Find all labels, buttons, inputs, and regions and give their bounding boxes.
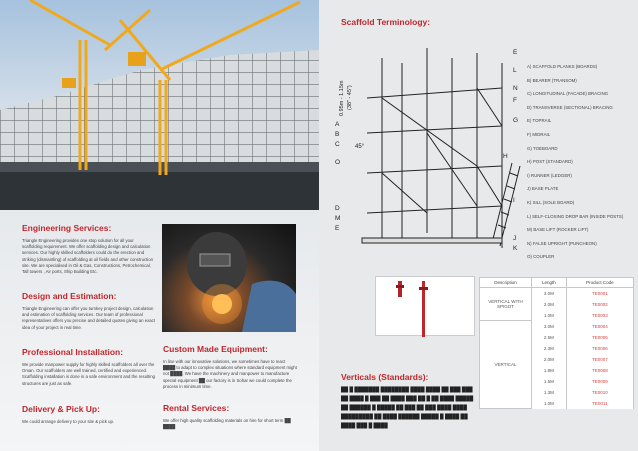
delivery-text: We could arrange delivery to your site & pick up. (22, 419, 115, 424)
verticals-product-table (479, 277, 634, 409)
label-J: J (513, 235, 517, 242)
legend-item: D) TRANSVERSE (SECTIONAL) BRACING (527, 104, 613, 110)
table-header-code: Product Code (566, 278, 633, 288)
vertical-standard-image (375, 276, 475, 336)
label-M: M (335, 215, 341, 222)
custom-title: Custom Made Equipment: (163, 344, 268, 354)
angle-label: 45° (355, 144, 365, 150)
table-row (480, 321, 634, 332)
table-cell-length: 3.0M (532, 321, 567, 332)
label-L: L (513, 67, 517, 74)
table-cell-code: TE0003 (566, 310, 633, 321)
table-cell-length: 1.8M (532, 365, 567, 376)
table-cell-code: TE0006 (566, 343, 633, 354)
crane-building-illustration (0, 0, 319, 210)
legend-item: I) RUNNER (LEDGER) (527, 172, 572, 178)
legend-item: B) BEARER (TRANSOM) (527, 77, 577, 83)
table-cell-length: 1.0M (532, 310, 567, 321)
dimension-label-inches: (38" - 45") (347, 85, 353, 110)
table-cell-code: TE0007 (566, 354, 633, 365)
legend-item: N) FALSE UPRIGHT (PUNCHEON) (527, 240, 597, 246)
legend-item: L) SELF-CLOSING DROP BAR (INSIDE POSTS) (527, 213, 624, 219)
welder-photo (162, 224, 296, 332)
label-F: F (513, 97, 517, 104)
table-row (480, 288, 634, 299)
installation-title: Professional Installation: (22, 347, 124, 357)
verticals-text: ██ █ ███████ ████████ ████ ████ ██ ███ ███ ██ ████ █ ███ ██ ████ ███ ██ █ ██ ████ █████ ██ ██████ █ █████ ██ ███ ██ ███ ████ ████ █████████ ██ ████ ██████ █████ █ ████ ██ ████ ███ █ ████ (341, 387, 474, 429)
label-H: H (503, 153, 508, 160)
table-cell-code: TE0005 (566, 332, 633, 343)
rental-text: We offer high quality scaffolding materials on hire for short term ██ ████ (163, 418, 291, 430)
table-cell-code: TE0002 (566, 299, 633, 310)
label-D: D (335, 205, 340, 212)
table-cell-length: 2.0M (532, 354, 567, 365)
table-cell-description: VERTICAL WITH SPIGOT (480, 288, 532, 321)
table-cell-description: VERTICAL (480, 321, 532, 409)
verticals-title: Verticals (Standards): (341, 372, 429, 382)
label-A: A (335, 121, 340, 128)
table-cell-length: 2.0M (532, 299, 567, 310)
delivery-title: Delivery & Pick Up: (22, 404, 100, 414)
label-N: N (513, 85, 518, 92)
engineering-title: Engineering Services: (22, 223, 112, 233)
legend-item: O) COUPLER (527, 254, 555, 260)
table-cell-code: TE0010 (566, 387, 633, 398)
table-cell-code: TE0001 (566, 288, 633, 299)
table-cell-length: 2.3M (532, 343, 567, 354)
legend-item: J) BASE PLATE (527, 186, 559, 192)
legend-item: F) MIDRAIL (527, 131, 551, 137)
table-cell-length: 1.5M (532, 376, 567, 387)
rental-title: Rental Services: (163, 403, 230, 413)
engineering-text: Triangle Engineering provides one stop solution for all your scaffolding requirement. We offer scaffolding design and calculation services. Our highly skilled scaffolders could do the erection and striking (dismantling) of scaffolding at oil fields and other construction site. We are specialised in Oil & Gas, Constructions, Petrochemical, Tall towers , Air ports, Ship Building Etc. (22, 238, 154, 275)
table-cell-code: TE0009 (566, 376, 633, 387)
scaffold-diagram (327, 38, 527, 260)
table-header-description: Description (480, 278, 532, 288)
right-page (319, 0, 638, 451)
legend-item: M) BASE LIFT (ROCKER LIFT) (527, 227, 589, 233)
design-text: Triangle Engineering can offer you turnkey project design, calculation and estimation of scaffolding services. Our team of professional representatives offers you precise and detailed quotes giving an exact idea of your project in real time. (22, 306, 155, 330)
table-cell-length: 1.3M (532, 387, 567, 398)
label-K: K (513, 245, 518, 252)
legend-item: A) SCAFFOLD PLANKS (BOARDS) (527, 64, 598, 69)
label-O: O (335, 159, 341, 166)
label-E-bottom: E (335, 225, 340, 232)
table-cell-length: 3.0M (532, 288, 567, 299)
table-cell-code: TE0011 (566, 398, 633, 409)
legend-item: G) TOEBOARD (527, 145, 558, 151)
table-header-length: Length (532, 278, 567, 288)
scaffold-terminology-title: Scaffold Terminology: (341, 17, 431, 27)
label-C: C (335, 141, 340, 148)
legend-item: E) TOPRAIL (527, 118, 552, 124)
legend-item: C) LONGITUDINAL (FACADE) BRACING (527, 91, 609, 97)
terminology-legend (527, 60, 637, 264)
design-title: Design and Estimation: (22, 291, 117, 301)
table-cell-code: TE0008 (566, 365, 633, 376)
table-cell-length: 1.0M (532, 398, 567, 409)
dimension-label: 0.95m - 1.15m (339, 80, 345, 116)
label-I: I (513, 197, 515, 204)
label-B: B (335, 131, 340, 138)
construction-crane-photo (0, 0, 319, 210)
legend-item: K) SILL (SOLE BOARD) (527, 199, 575, 205)
installation-text: We provide manpower supply for highly skilled scaffolders all over the Oman. Our scaffolders are well trained, certified and experienced. Scaffolding installation is done in a safe environment and the resulting structures are just as safe. (22, 362, 155, 386)
table-cell-length: 2.5M (532, 332, 567, 343)
label-E-top: E (513, 49, 518, 56)
custom-text: In line with our innovative solutions, we sometimes have to react ████ to adapt to complex situations where standard equipment might not ████. We have the machinery and manpower to manufacture special equipment ██ our factory is in Sohar we could complete the process in minimum time. (163, 359, 297, 389)
table-cell-code: TE0004 (566, 321, 633, 332)
label-G: G (513, 117, 519, 124)
legend-item: H) POST (STANDARD) (527, 159, 573, 165)
